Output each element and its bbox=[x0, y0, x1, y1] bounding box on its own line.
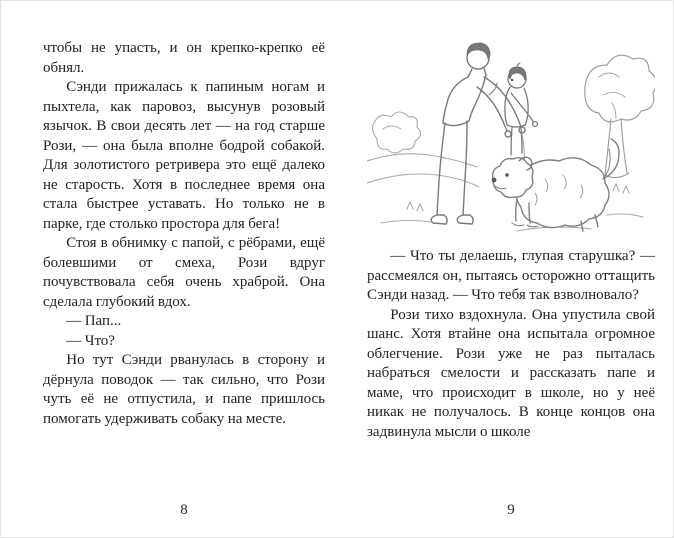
tree-sketch bbox=[585, 55, 655, 177]
paragraph: Сэнди прижалась к папиным ногам и пыхтела, как паровоз, высунув розовый язычок. В свои десять лет — на год старше Рози, — она была вполне бодрой собакой. Для золотистого ретривера это ещё далеко не старость. Хотя в последнее время она стала быстрее уставать. Но только не в парке, где столько простора для бега! bbox=[43, 79, 325, 232]
paragraph: Стоя в обнимку с папой, с рёбрами, ещё болевшими от смеха, Рози вдруг почувствовала себя очень храброй. Она сделала глубокий вдох. bbox=[43, 235, 325, 310]
page-left bbox=[43, 1, 325, 537]
child-figure bbox=[505, 63, 538, 155]
dialogue-line: — Что ты делаешь, глупая старушка? — рассмеялся он, пытаясь осторожно оттащить Сэнди назад. — Что тебя так взволновало? bbox=[367, 248, 655, 303]
pencil-sketch bbox=[367, 33, 655, 241]
page-number-left: 8 bbox=[180, 502, 188, 518]
right-text-block bbox=[367, 247, 655, 442]
paragraph: Но тут Сэнди рванулась в сторону и дёрнула поводок — так сильно, что Рози чуть её не отпустила, и папе пришлось помогать удерживать собаку на месте. bbox=[43, 352, 325, 427]
left-text-block bbox=[43, 39, 325, 429]
page-right bbox=[367, 1, 655, 537]
illustration-man-child-dog bbox=[367, 33, 655, 241]
dialogue-line: — Пап... bbox=[66, 313, 122, 329]
dialogue-line: — Что? bbox=[66, 332, 115, 349]
paragraph: Рози тихо вздохнула. Она упустила свой шанс. Хотя втайне она испытала огромное облегчение. Рози уже не раз пыталась набраться смелости и рассказать папе и маме, что происходит в школе, но у неё никак не получалось. В конце концов она задвинула мысли о школе bbox=[367, 306, 655, 440]
page-number-right: 9 bbox=[507, 502, 515, 518]
paragraph: чтобы не упасть, и он крепко-крепко её обнял. bbox=[43, 40, 325, 76]
